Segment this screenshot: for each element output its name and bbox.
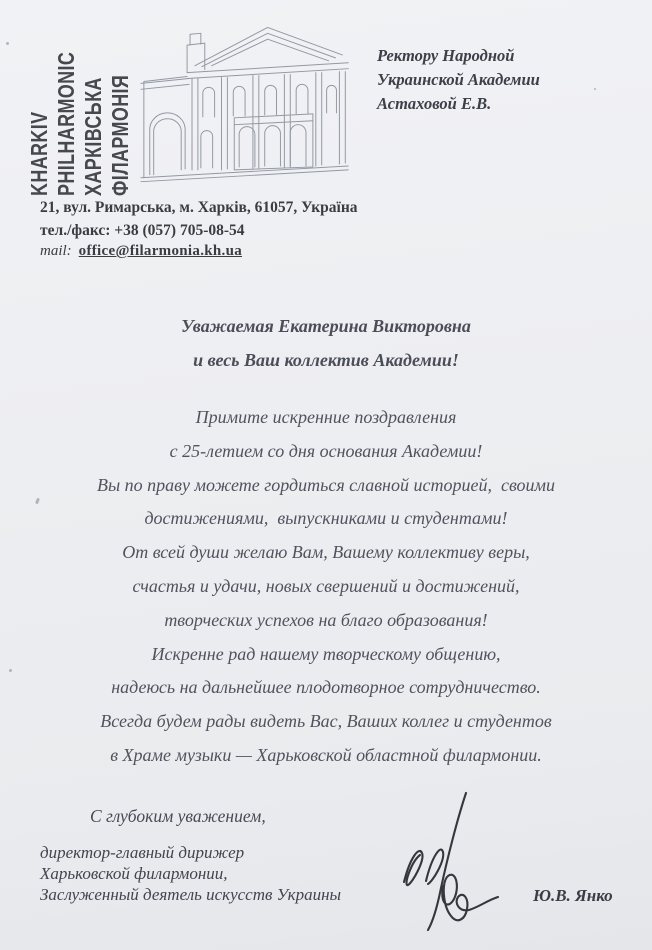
- signer-title-line: Харьковской филармонии,: [40, 863, 228, 883]
- scan-speck: [9, 669, 12, 672]
- body-line: От всей души желаю Вам, Вашему коллективу веры,: [122, 542, 530, 563]
- body-line: Искренне рад нашему творческому общению,: [151, 643, 501, 664]
- salutation-line: Уважаемая Екатерина Викторовна: [181, 316, 471, 336]
- valediction: С глубоким уважением,: [90, 806, 266, 826]
- recipient-block: [377, 44, 540, 116]
- address-line: 21, вул. Римарська, м. Харків, 61057, Україна: [40, 199, 358, 216]
- body-line: достижениями, выпускниками и студентами!: [144, 508, 508, 529]
- recipient-line: Ректору Народной: [377, 46, 515, 65]
- scan-speck: [6, 42, 9, 45]
- body-line: в Храме музыки — Харьковской областной филармонии.: [110, 744, 542, 765]
- handwritten-signature-icon: [396, 786, 516, 938]
- signer-title-block: [40, 843, 341, 905]
- logo-text-line: KHARKIV: [26, 111, 52, 196]
- salutation: [10, 309, 642, 377]
- body-line: с 25-летием со дня основания Академии!: [169, 440, 483, 461]
- body-line: творческих успехов на благо образования!: [164, 609, 488, 630]
- logo-text-line: ХАРКІВСЬКА: [80, 77, 106, 196]
- recipient-line: Астаховой Е.В.: [377, 94, 492, 113]
- body-line: Примите искренние поздравления: [195, 407, 457, 427]
- logo-text-line: ФІЛАРМОНІЯ: [107, 74, 133, 196]
- scan-speck: [594, 88, 596, 90]
- email-label: mail:: [40, 243, 72, 259]
- philharmonic-building-icon: [136, 18, 362, 196]
- signer-name: Ю.В. Янко: [533, 886, 613, 905]
- body-line: Всегда будем рады видеть Вас, Ваших коллег и студентов: [100, 711, 552, 732]
- body-line: Вы по праву можете гордиться славной историей, своими: [96, 474, 556, 495]
- signer-title-line: Заслуженный деятель искусств Украины: [40, 884, 342, 904]
- letter-body: [10, 401, 642, 773]
- signer-title-line: директор-главный дирижер: [40, 843, 245, 862]
- recipient-line: Украинской Академии: [377, 70, 540, 89]
- salutation-line: и весь Ваш коллектив Академии!: [193, 350, 459, 370]
- phone-fax-line: тел./факс: +38 (057) 705-08-54: [40, 221, 245, 239]
- body-line: счастья и удачи, новых свершений и достижений,: [132, 575, 520, 596]
- logo-text-line: PHILHARMONIC: [53, 51, 79, 197]
- email-line: [40, 243, 242, 260]
- email-address: office@filarmonia.kh.ua: [78, 243, 243, 259]
- body-line: надеюсь на дальнейшее плодотворное сотрудничество.: [111, 677, 541, 698]
- letterhead-address: [40, 197, 358, 242]
